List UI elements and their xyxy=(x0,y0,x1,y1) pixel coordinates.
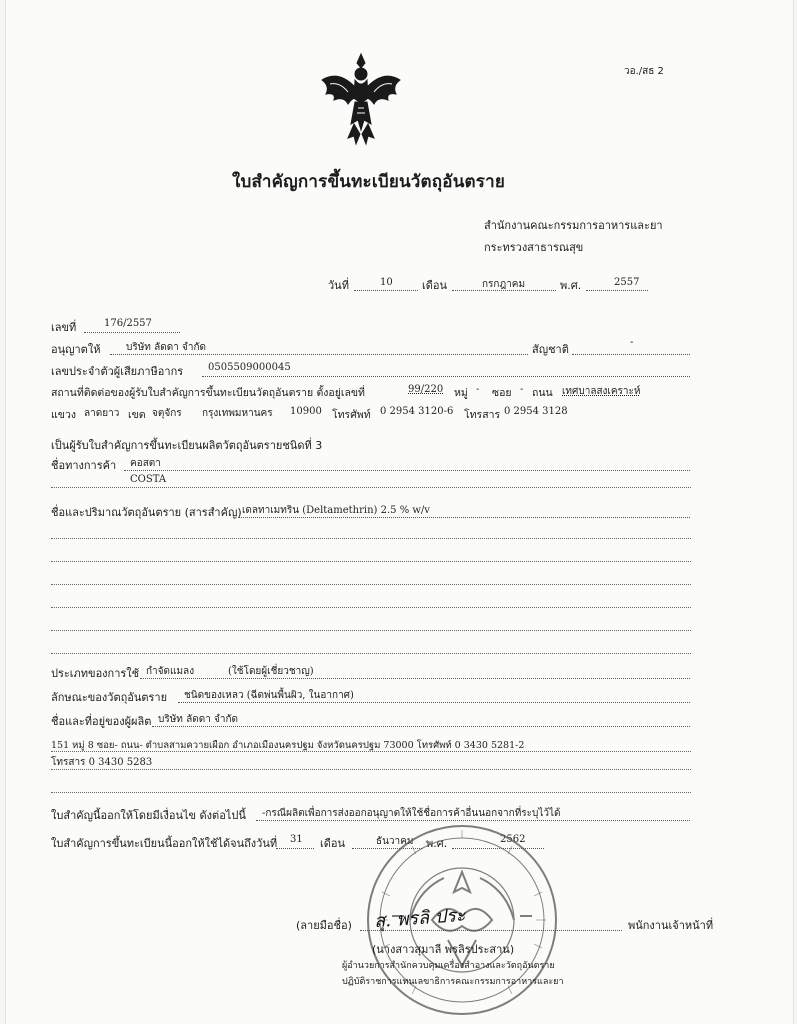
tax-id-value: 0505509000045 xyxy=(208,362,291,373)
tel-value: 0 2954 3120-6 xyxy=(380,406,454,417)
condition-label: ใบสำคัญนี้ออกให้โดยมีเงื่อนไข ดังต่อไปนี้ xyxy=(51,809,246,822)
characteristics-label: ลักษณะของวัตถุอันตราย xyxy=(51,691,168,704)
reg-no-label: เลขที่ xyxy=(51,321,77,334)
tel-label: โทรศัพท์ xyxy=(332,409,371,421)
postcode-value: 10900 xyxy=(290,406,322,417)
signature-label: (ลายมือชื่อ) xyxy=(296,919,352,932)
officer-position-1: ผู้อำนวยการสำนักควบคุมเครื่องสำอางและวัตถุอันตราย xyxy=(342,961,555,971)
address-soi: - xyxy=(520,384,524,395)
licensee-value: บริษัท ลัดดา จำกัด xyxy=(126,342,207,353)
reg-no-value: 176/2557 xyxy=(104,318,152,329)
issuer-office: สำนักงานคณะกรรมการอาหารและยา xyxy=(484,219,663,232)
condition-value: -กรณีผลิตเพื่อการส่งออกอนุญาตให้ใช้ชื่อการค้าอื่นนอกจากที่ระบุไว้ได้ xyxy=(262,808,561,819)
district-label: เขต xyxy=(128,409,146,421)
tax-id-label: เลขประจำตัวผู้เสียภาษีอากร xyxy=(51,365,184,378)
date-year-label: พ.ศ. xyxy=(560,279,582,292)
ingredient-label: ชื่อและปริมาณวัตถุอันตราย (สารสำคัญ) xyxy=(51,506,242,519)
address-moo: - xyxy=(476,384,480,395)
address-road-label: ถนน xyxy=(532,387,553,399)
trade-name-label: ชื่อทางการค้า xyxy=(51,459,117,472)
garuda-emblem-icon xyxy=(318,50,404,150)
date-month: กรกฎาคม xyxy=(482,279,526,290)
address-road: เทศบาลสงเคราะห์ xyxy=(562,386,641,397)
ingredient-value: เดลทาเมทริน (Deltamethrin) 2.5 % w/v xyxy=(242,505,430,516)
validity-day: 31 xyxy=(290,834,303,845)
date-day: 10 xyxy=(380,277,393,288)
validity-label: ใบสำคัญการขึ้นทะเบียนนี้ออกให้ใช้ได้จนถึงวันที่ xyxy=(51,837,278,850)
fax-label: โทรสาร xyxy=(464,409,501,421)
date-year: 2557 xyxy=(614,277,640,288)
address-number: 99/220 xyxy=(408,384,444,395)
manufacturer-line1: 151 หมู่ 8 ซอย- ถนน- ตำบลสามควายเผือก อำเภอเมืองนครปฐม จังหวัดนครปฐม 73000 โทรศัพท์ 0 3430 5281-2 xyxy=(51,740,525,751)
address-soi-label: ซอย xyxy=(492,387,512,399)
issuer-ministry: กระทรวงสาธารณสุข xyxy=(484,241,584,254)
nationality-value: - xyxy=(630,337,634,348)
form-code: วอ./สธ 2 xyxy=(624,66,664,77)
validity-month: ธันวาคม xyxy=(376,836,414,847)
officer-label: พนักงานเจ้าหน้าที่ xyxy=(628,919,714,932)
characteristics-value: ชนิดของเหลว (ฉีดพ่นพื้นผิว, ในอากาศ) xyxy=(184,690,354,701)
usage-label: ประเภทของการใช้ xyxy=(51,667,140,680)
manufacturer-name: บริษัท ลัดดา จำกัด xyxy=(158,714,239,725)
trade-name-thai: คอสตา xyxy=(130,458,161,469)
licensee-label: อนุญาตให้ xyxy=(51,343,101,356)
document-title: ใบสำคัญการขึ้นทะเบียนวัตถุอันตราย xyxy=(232,172,505,192)
officer-position-2: ปฏิบัติราชการแทนเลขาธิการคณะกรรมการอาหารและยา xyxy=(342,977,564,987)
trade-name-english: COSTA xyxy=(130,474,167,485)
usage-value: กำจัดแมลง xyxy=(146,666,195,677)
manufacturer-line2: โทรสาร 0 3430 5283 xyxy=(51,757,153,768)
address-label: สถานที่ติดต่อของผู้รับใบสำคัญการขึ้นทะเบียนวัตถุอันตราย ตั้งอยู่เลขที่ xyxy=(51,387,365,399)
validity-year-label: พ.ศ. xyxy=(426,837,448,850)
date-day-label: วันที่ xyxy=(328,279,349,292)
certificate-page xyxy=(5,0,794,1024)
hazard-type: เป็นผู้รับใบสำคัญการขึ้นทะเบียนผลิตวัตถุอันตรายชนิดที่ 3 xyxy=(51,439,323,452)
nationality-label: สัญชาติ xyxy=(532,343,569,356)
province-value: กรุงเทพมหานคร xyxy=(202,408,273,419)
manufacturer-label: ชื่อและที่อยู่ของผู้ผลิต xyxy=(51,715,152,728)
date-month-label: เดือน xyxy=(422,279,448,292)
handwritten-signature: สุ. พรลิ ประ xyxy=(373,904,467,933)
validity-month-label: เดือน xyxy=(320,837,346,850)
subdistrict-value: ลาดยาว xyxy=(84,408,120,419)
validity-year: 2562 xyxy=(500,834,526,845)
address-moo-label: หมู่ xyxy=(454,387,468,399)
usage-note: (ใช้โดยผู้เชี่ยวชาญ) xyxy=(228,666,314,677)
officer-name: (นางสาวสุมาลี พรลิรประสาน) xyxy=(372,943,515,956)
district-value: จตุจักร xyxy=(152,408,182,419)
fax-value: 0 2954 3128 xyxy=(504,406,568,417)
subdistrict-label: แขวง xyxy=(51,409,76,421)
